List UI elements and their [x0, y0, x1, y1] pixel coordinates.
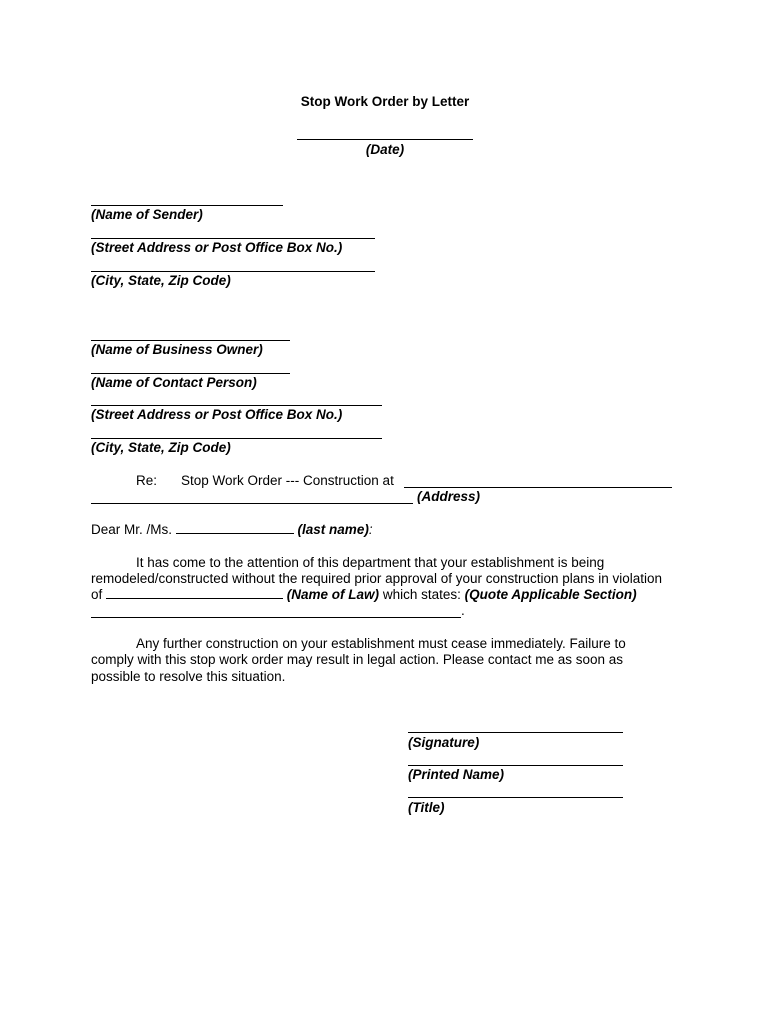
sender-name-line: [91, 205, 283, 206]
paragraph2-line1: Any further construction on your establishment must cease immediately. Failure to: [136, 636, 626, 651]
recipient-street-label: (Street Address or Post Office Box No.): [91, 407, 343, 422]
sender-city-label: (City, State, Zip Code): [91, 273, 231, 288]
sender-street-line: [91, 238, 375, 239]
date-label: (Date): [365, 142, 405, 157]
law-blank: [106, 587, 283, 599]
title-label: (Title): [408, 800, 445, 815]
sender-city-line: [91, 271, 375, 272]
document-title: Stop Work Order by Letter: [300, 94, 470, 109]
re-prefix: Re:: [136, 473, 158, 488]
paragraph1-line1-text: It has come to the attention of this department that your establishment is being: [136, 555, 605, 570]
sender-name-label: (Name of Sender): [91, 207, 203, 222]
paragraph1-line3: [91, 587, 637, 603]
paragraph1-line1: [136, 555, 604, 571]
quote-period: .: [461, 603, 465, 618]
of-word: of: [91, 587, 103, 602]
re-address-line-1: [404, 487, 672, 488]
salutation-prefix: Dear Mr. /Ms.: [91, 522, 173, 537]
last-name-label: (last name): [297, 522, 369, 537]
re-address-label: (Address): [417, 489, 481, 504]
recipient-street-line: [91, 405, 382, 406]
quote-label: (Quote Applicable Section): [464, 587, 637, 602]
owner-name-label: (Name of Business Owner): [91, 342, 263, 357]
title-line: [408, 797, 623, 798]
contact-name-line: [91, 373, 290, 374]
contact-name-label: (Name of Contact Person): [91, 375, 257, 390]
recipient-city-label: (City, State, Zip Code): [91, 440, 231, 455]
salutation-colon: :: [368, 522, 373, 537]
paragraph2-line3: possible to resolve this situation.: [91, 669, 286, 684]
last-name-blank: [176, 522, 294, 534]
law-label: (Name of Law): [286, 587, 380, 602]
signature-line: [408, 732, 623, 733]
salutation: [91, 522, 373, 538]
re-text: Stop Work Order --- Construction at: [181, 473, 394, 488]
sender-street-label: (Street Address or Post Office Box No.): [91, 240, 343, 255]
owner-name-line: [91, 340, 290, 341]
paragraph1-line2: remodeled/constructed without the required prior approval of your construction plans in violation: [91, 571, 663, 586]
quote-blank-line: [91, 617, 461, 618]
printed-name-label: (Printed Name): [408, 767, 505, 782]
paragraph2-line2: comply with this stop work order may result in legal action. Please contact me as soon as: [91, 652, 623, 667]
signature-label: (Signature): [408, 735, 480, 750]
printed-name-line: [408, 765, 623, 766]
recipient-city-line: [91, 438, 382, 439]
states-text: which states:: [382, 587, 461, 602]
date-blank-line: [297, 139, 473, 140]
re-address-line-2: [91, 503, 413, 504]
